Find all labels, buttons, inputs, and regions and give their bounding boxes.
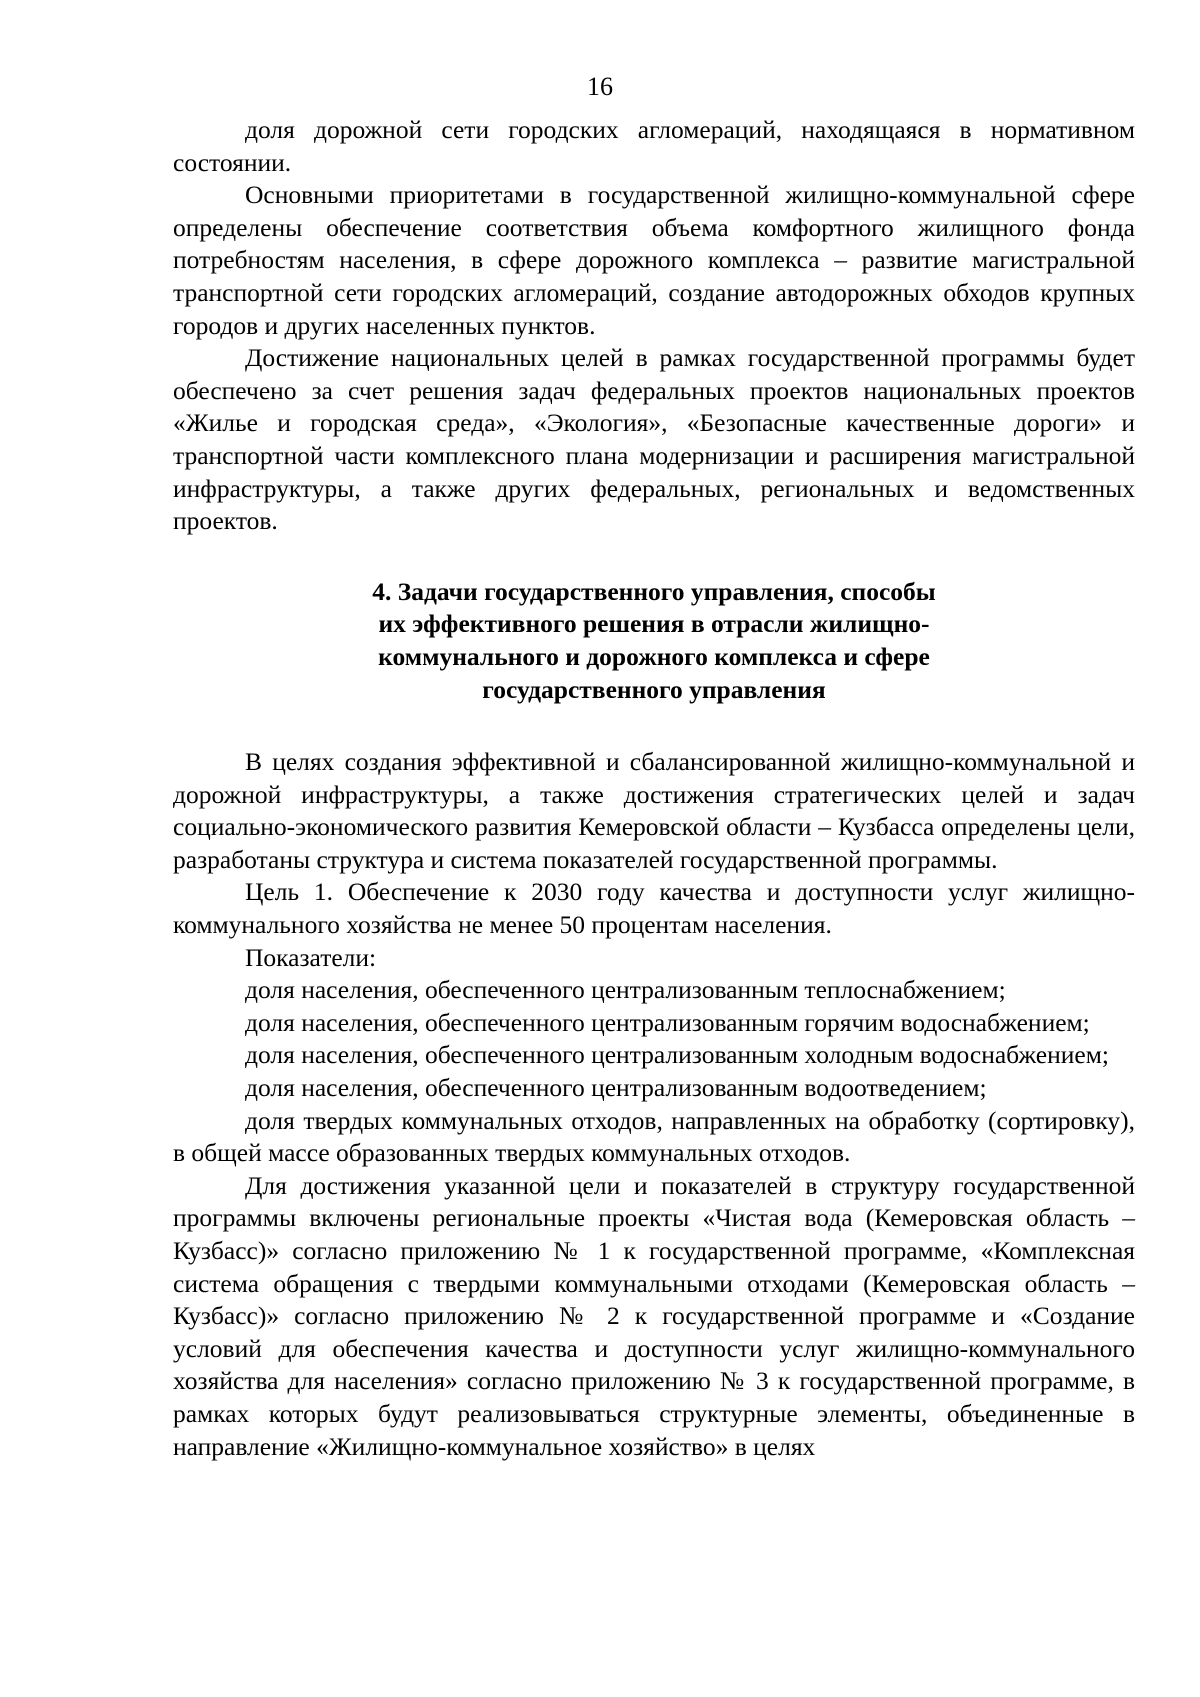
page-content — [173, 114, 1135, 1463]
section-heading-line: коммунального и дорожного комплекса и сфере — [378, 641, 930, 671]
indicator-solid-waste: доля твердых коммунальных отходов, направленных на обработку (сортировку), в общей массе образованных твердых коммунальных отходов. — [173, 1105, 1135, 1168]
indicator-heat-supply: доля населения, обеспеченного централизованным теплоснабжением; — [245, 975, 1006, 1005]
page-number: 16 — [587, 72, 613, 101]
paragraph-national-goals: Достижение национальных целей в рамках государственной программы будет обеспечено за счет решения задач федеральных проектов национальных проектов «Жилье и городская среда», «Экология», «Безопасные качественные дороги» и транспортной части комплексного плана модернизации и расширения магистральной инфраструктуры, а также других федеральных, региональных и ведомственных проектов. — [173, 343, 1135, 536]
indicator-cold-water: доля населения, обеспеченного централизованным холодным водоснабжением; — [245, 1040, 1109, 1070]
section-heading-line: их эффективного решения в отрасли жилищно- — [378, 609, 930, 639]
paragraph-goal-1: Цель 1. Обеспечение к 2030 году качества и доступности услуг жилищно-коммунального хозяйства не менее 50 процентам населения. — [173, 877, 1135, 940]
section-heading-line: государственного управления — [482, 674, 826, 704]
paragraph-regional-projects: Для достижения указанной цели и показателей в структуру государственной программы включены региональные проекты «Чистая вода (Кемеровская область – Кузбасс)» согласно приложению № 1 к государственной программе, «Комплексная система обращения с твердыми коммунальными отходами (Кемеровская область – Кузбасс)» согласно приложению № 2 к государственной программе и «Создание условий для обеспечения качества и доступности услуг жилищно-коммунального хозяйства для населения» согласно приложению № 3 к государственной программе, в рамках которых будут реализовываться структурные элементы, объединенные в направление «Жилищно-коммунальное хозяйство» в целях — [173, 1170, 1135, 1461]
section-heading-line: 4. Задачи государственного управления, способы — [372, 576, 936, 606]
section-heading — [173, 576, 1135, 706]
paragraph-priorities: Основными приоритетами в государственной жилищно-коммунальной сфере определены обеспечение соответствия объема комфортного жилищного фонда потребностям населения, в сфере дорожного комплекса – развитие магистральной транспортной сети городских агломераций, создание автодорожных обходов крупных городов и других населенных пунктов. — [173, 180, 1135, 340]
indicator-wastewater: доля населения, обеспеченного централизованным водоотведением; — [245, 1073, 987, 1103]
paragraph-indicators-label: Показатели: — [245, 942, 377, 972]
indicator-hot-water: доля населения, обеспеченного централизованным горячим водоснабжением; — [245, 1007, 1090, 1037]
paragraph-road-network-share: доля дорожной сети городских агломераций, находящаяся в нормативном состоянии. — [173, 115, 1135, 177]
paragraph-goals-structure: В целях создания эффективной и сбалансированной жилищно-коммунальной и дорожной инфраструктуры, а также достижения стратегических целей и задач социально-экономического развития Кемеровской области – Кузбасса определены цели, разработаны структура и система показателей государственной программы. — [173, 747, 1135, 874]
